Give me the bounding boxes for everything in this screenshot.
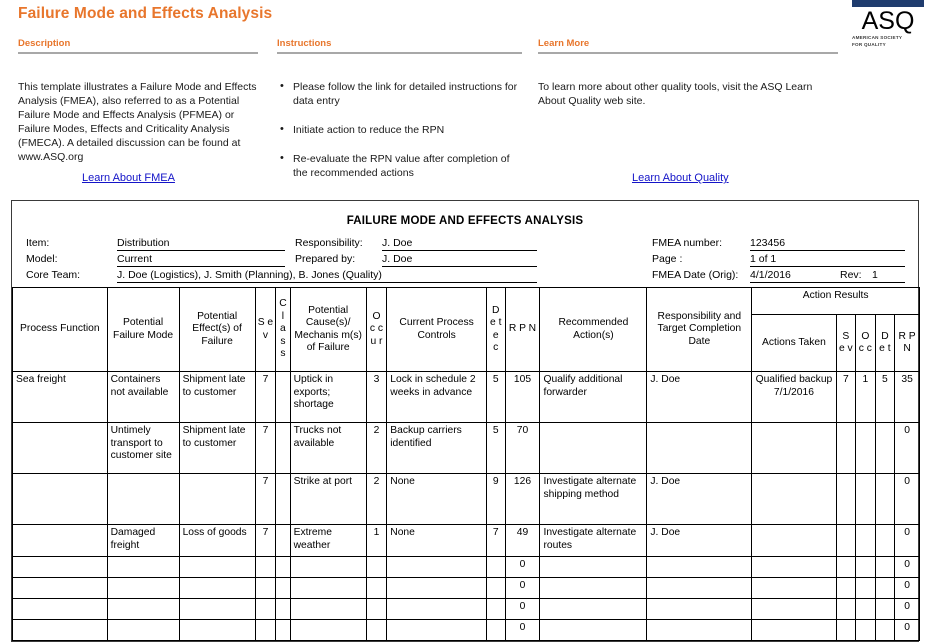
cell-effects[interactable]: [179, 599, 255, 620]
cell-result-occ[interactable]: [856, 525, 876, 557]
instructions-list: [277, 80, 522, 180]
instructions-section: [277, 38, 522, 195]
model-label: Model:: [26, 253, 58, 265]
cell-result-rpn[interactable]: 0: [895, 599, 920, 620]
learn-more-heading: Learn More: [538, 38, 590, 49]
cell-actions-taken[interactable]: [752, 578, 836, 599]
cell-class[interactable]: [276, 557, 290, 578]
cell-result-occ[interactable]: [856, 599, 876, 620]
table-row[interactable]: [13, 474, 920, 525]
prepared-by-label: Prepared by:: [295, 253, 356, 265]
cell-effects[interactable]: [179, 557, 255, 578]
cell-occ[interactable]: [366, 599, 387, 620]
cell-responsibility[interactable]: J. Doe: [647, 474, 752, 525]
cell-result-sev[interactable]: [836, 557, 856, 578]
column-header-responsibility-target: Responsibility and Target Completion Date: [647, 288, 752, 372]
cell-class[interactable]: [276, 525, 290, 557]
cell-causes[interactable]: Uptick in exports; shortage: [290, 372, 366, 423]
prepared-by-value[interactable]: J. Doe: [382, 253, 537, 267]
cell-responsibility[interactable]: [647, 423, 752, 474]
cell-process-function[interactable]: [13, 525, 108, 557]
column-header-result-rpn: R P N: [895, 315, 920, 372]
cell-class[interactable]: [276, 372, 290, 423]
asq-logo-bar: [852, 0, 924, 7]
cell-result-rpn[interactable]: 35: [895, 372, 920, 423]
fmea-date-label: FMEA Date (Orig):: [652, 269, 739, 281]
cell-det[interactable]: 9: [487, 474, 506, 525]
column-header-action-results-group: Action Results: [752, 288, 920, 315]
page-value[interactable]: 1 of 1: [750, 253, 905, 267]
table-row[interactable]: [13, 372, 920, 423]
learn-more-section: [538, 38, 838, 108]
cell-sev[interactable]: [255, 578, 276, 599]
list-item: • Initiate action to reduce the RPN: [293, 123, 522, 137]
column-header-det: D e t e c: [487, 288, 506, 372]
learn-more-body: To learn more about other quality tools, visit the ASQ Learn About Quality web site.: [538, 81, 813, 107]
column-header-class: C l a s s: [276, 288, 290, 372]
cell-result-det[interactable]: [875, 599, 895, 620]
rev-value[interactable]: 1: [872, 269, 878, 281]
header-area: [0, 0, 930, 196]
cell-sev[interactable]: [255, 620, 276, 641]
cell-process-function[interactable]: [13, 423, 108, 474]
asq-logo-tagline-line1: AMERICAN SOCIETY: [852, 35, 903, 40]
cell-responsibility[interactable]: [647, 620, 752, 641]
table-row[interactable]: [13, 578, 920, 599]
asq-logo-tagline-line2: FOR QUALITY: [852, 41, 886, 47]
table-row[interactable]: [13, 423, 920, 474]
column-header-process-function: Process Function: [13, 288, 108, 372]
cell-failure-mode[interactable]: Untimely transport to customer site: [107, 423, 179, 474]
cell-actions-taken[interactable]: [752, 599, 836, 620]
cell-actions-taken[interactable]: [752, 525, 836, 557]
column-header-potential-causes: Potential Cause(s)/ Mechanis m(s) of Failure: [290, 288, 366, 372]
cell-responsibility[interactable]: [647, 599, 752, 620]
cell-result-det[interactable]: 5: [875, 372, 895, 423]
cell-det[interactable]: 5: [487, 372, 506, 423]
cell-controls[interactable]: [387, 599, 487, 620]
cell-occ[interactable]: 2: [366, 423, 387, 474]
cell-rpn[interactable]: 0: [505, 578, 540, 599]
cell-result-det[interactable]: [875, 620, 895, 641]
asq-logo: [852, 0, 924, 47]
cell-occ[interactable]: [366, 620, 387, 641]
cell-occ[interactable]: 3: [366, 372, 387, 423]
cell-failure-mode[interactable]: [107, 474, 179, 525]
cell-actions-taken[interactable]: [752, 474, 836, 525]
cell-class[interactable]: [276, 423, 290, 474]
cell-process-function[interactable]: [13, 474, 108, 525]
cell-recommended[interactable]: [540, 578, 647, 599]
fmea-number-label: FMEA number:: [652, 237, 723, 249]
fmea-date-value[interactable]: 4/1/2016: [750, 269, 905, 283]
cell-result-rpn[interactable]: 0: [895, 525, 920, 557]
table-row[interactable]: [13, 525, 920, 557]
cell-effects[interactable]: Loss of goods: [179, 525, 255, 557]
cell-controls[interactable]: Lock in schedule 2 weeks in advance: [387, 372, 487, 423]
cell-sev[interactable]: 7: [255, 474, 276, 525]
cell-result-sev[interactable]: 7: [836, 372, 856, 423]
cell-det[interactable]: [487, 620, 506, 641]
cell-effects[interactable]: Shipment late to customer: [179, 423, 255, 474]
cell-causes[interactable]: Strike at port: [290, 474, 366, 525]
asq-logo-wordmark: ASQ: [861, 7, 915, 35]
cell-rpn[interactable]: 126: [505, 474, 540, 525]
fmea-table: [12, 287, 920, 641]
cell-result-sev[interactable]: [836, 423, 856, 474]
column-header-current-controls: Current Process Controls: [387, 288, 487, 372]
cell-actions-taken[interactable]: [752, 620, 836, 641]
rev-label: Rev:: [840, 269, 862, 281]
cell-failure-mode[interactable]: [107, 557, 179, 578]
description-body: This template illustrates a Failure Mode and Effects Analysis (FMEA), also referred to as a Potential Failure Mode and Effects Analysis (PFMEA) or Failure Modes, Effects and Criticality Analysis (FMECA). A detailed discussion can be found at www.ASQ.org: [18, 81, 257, 163]
cell-process-function[interactable]: [13, 557, 108, 578]
cell-recommended[interactable]: Qualify additional forwarder: [540, 372, 647, 423]
cell-actions-taken[interactable]: [752, 557, 836, 578]
cell-recommended[interactable]: [540, 620, 647, 641]
cell-result-occ[interactable]: [856, 474, 876, 525]
cell-controls[interactable]: None: [387, 525, 487, 557]
cell-sev[interactable]: 7: [255, 423, 276, 474]
cell-result-rpn[interactable]: 0: [895, 578, 920, 599]
fmea-number-value[interactable]: 123456: [750, 237, 905, 251]
cell-result-occ[interactable]: [856, 578, 876, 599]
cell-causes[interactable]: [290, 578, 366, 599]
cell-result-occ[interactable]: [856, 557, 876, 578]
learn-more-divider: [538, 52, 838, 54]
cell-rpn[interactable]: 0: [505, 599, 540, 620]
cell-det[interactable]: [487, 599, 506, 620]
sheet-metadata: [12, 237, 918, 285]
cell-responsibility[interactable]: [647, 557, 752, 578]
cell-result-det[interactable]: [875, 474, 895, 525]
page-label: Page :: [652, 253, 683, 265]
cell-result-occ[interactable]: [856, 620, 876, 641]
cell-responsibility[interactable]: [647, 578, 752, 599]
instructions-heading: Instructions: [277, 38, 332, 49]
cell-det[interactable]: 7: [487, 525, 506, 557]
page-title: Failure Mode and Effects Analysis: [18, 5, 273, 22]
description-section: [18, 38, 258, 164]
instructions-divider: [277, 52, 522, 54]
cell-result-sev[interactable]: [836, 525, 856, 557]
cell-result-occ[interactable]: 1: [856, 372, 876, 423]
table-body: [13, 372, 920, 641]
description-divider: [18, 52, 258, 54]
learn-about-quality-link[interactable]: Learn About Quality: [632, 172, 729, 184]
cell-result-sev[interactable]: [836, 474, 856, 525]
cell-controls[interactable]: [387, 557, 487, 578]
cell-causes[interactable]: [290, 557, 366, 578]
cell-sev[interactable]: [255, 557, 276, 578]
cell-recommended[interactable]: Investigate alternate routes: [540, 525, 647, 557]
core-team-label: Core Team:: [26, 269, 81, 281]
column-header-result-occ: O c c: [856, 315, 876, 372]
cell-occ[interactable]: 2: [366, 474, 387, 525]
cell-class[interactable]: [276, 599, 290, 620]
cell-controls[interactable]: [387, 620, 487, 641]
cell-failure-mode[interactable]: [107, 599, 179, 620]
cell-result-det[interactable]: [875, 578, 895, 599]
list-item: • Re-evaluate the RPN value after completion of the recommended actions: [293, 152, 522, 180]
cell-result-rpn[interactable]: 0: [895, 474, 920, 525]
cell-result-rpn[interactable]: 0: [895, 423, 920, 474]
cell-controls[interactable]: [387, 578, 487, 599]
cell-rpn[interactable]: 105: [505, 372, 540, 423]
cell-process-function[interactable]: [13, 620, 108, 641]
cell-det[interactable]: 5: [487, 423, 506, 474]
cell-sev[interactable]: [255, 599, 276, 620]
cell-controls[interactable]: None: [387, 474, 487, 525]
table-row[interactable]: [13, 557, 920, 578]
cell-failure-mode[interactable]: [107, 578, 179, 599]
cell-det[interactable]: [487, 578, 506, 599]
cell-class[interactable]: [276, 474, 290, 525]
cell-result-sev[interactable]: [836, 599, 856, 620]
cell-result-sev[interactable]: [836, 578, 856, 599]
cell-result-rpn[interactable]: 0: [895, 557, 920, 578]
table-row[interactable]: [13, 620, 920, 641]
cell-result-det[interactable]: [875, 525, 895, 557]
cell-result-det[interactable]: [875, 557, 895, 578]
cell-rpn[interactable]: 0: [505, 557, 540, 578]
item-label: Item:: [26, 237, 50, 249]
cell-class[interactable]: [276, 620, 290, 641]
cell-det[interactable]: [487, 557, 506, 578]
cell-process-function[interactable]: [13, 578, 108, 599]
cell-actions-taken[interactable]: [752, 423, 836, 474]
description-heading: Description: [18, 38, 71, 49]
cell-process-function[interactable]: Sea freight: [13, 372, 108, 423]
column-header-result-det: D e t: [875, 315, 895, 372]
column-header-sev: S e v: [255, 288, 276, 372]
cell-failure-mode[interactable]: Containers not available: [107, 372, 179, 423]
cell-occ[interactable]: [366, 578, 387, 599]
column-header-rpn: R P N: [505, 288, 540, 372]
cell-result-sev[interactable]: [836, 620, 856, 641]
cell-result-det[interactable]: [875, 423, 895, 474]
cell-rpn[interactable]: 70: [505, 423, 540, 474]
cell-occ[interactable]: 1: [366, 525, 387, 557]
list-item: • Please follow the link for detailed instructions for data entry: [293, 80, 522, 108]
cell-controls[interactable]: Backup carriers identified: [387, 423, 487, 474]
cell-actions-taken[interactable]: Qualified backup 7/1/2016: [752, 372, 836, 423]
cell-failure-mode[interactable]: Damaged freight: [107, 525, 179, 557]
column-header-result-sev: S e v: [836, 315, 856, 372]
core-team-value[interactable]: J. Doe (Logistics), J. Smith (Planning), B. Jones (Quality): [117, 269, 537, 283]
fmea-sheet: [11, 200, 919, 642]
cell-process-function[interactable]: [13, 599, 108, 620]
cell-recommended[interactable]: [540, 599, 647, 620]
cell-causes[interactable]: [290, 620, 366, 641]
column-header-potential-effects: Potential Effect(s) of Failure: [179, 288, 255, 372]
cell-recommended[interactable]: [540, 557, 647, 578]
cell-sev[interactable]: 7: [255, 525, 276, 557]
cell-effects[interactable]: Shipment late to customer: [179, 372, 255, 423]
responsibility-value[interactable]: J. Doe: [382, 237, 537, 251]
cell-occ[interactable]: [366, 557, 387, 578]
responsibility-label: Responsibility:: [295, 237, 363, 249]
cell-effects[interactable]: [179, 620, 255, 641]
cell-result-rpn[interactable]: 0: [895, 620, 920, 641]
cell-failure-mode[interactable]: [107, 620, 179, 641]
cell-result-occ[interactable]: [856, 423, 876, 474]
table-header-group-row: [13, 288, 920, 315]
cell-class[interactable]: [276, 578, 290, 599]
cell-sev[interactable]: 7: [255, 372, 276, 423]
cell-recommended[interactable]: [540, 423, 647, 474]
item-value[interactable]: Distribution: [117, 237, 285, 251]
column-header-failure-mode: Potential Failure Mode: [107, 288, 179, 372]
column-header-occ: O c c u r: [366, 288, 387, 372]
table-row[interactable]: [13, 599, 920, 620]
cell-causes[interactable]: Trucks not available: [290, 423, 366, 474]
model-value[interactable]: Current: [117, 253, 285, 267]
cell-effects[interactable]: [179, 578, 255, 599]
sheet-title: FAILURE MODE AND EFFECTS ANALYSIS: [346, 215, 584, 227]
cell-responsibility[interactable]: J. Doe: [647, 525, 752, 557]
learn-about-fmea-link[interactable]: Learn About FMEA: [82, 172, 175, 184]
cell-causes[interactable]: Extreme weather: [290, 525, 366, 557]
cell-recommended[interactable]: Investigate alternate shipping method: [540, 474, 647, 525]
cell-effects[interactable]: [179, 474, 255, 525]
cell-rpn[interactable]: 0: [505, 620, 540, 641]
cell-causes[interactable]: [290, 599, 366, 620]
cell-rpn[interactable]: 49: [505, 525, 540, 557]
column-header-actions-taken: Actions Taken: [752, 315, 836, 372]
column-header-recommended-actions: Recommended Action(s): [540, 288, 647, 372]
cell-responsibility[interactable]: J. Doe: [647, 372, 752, 423]
